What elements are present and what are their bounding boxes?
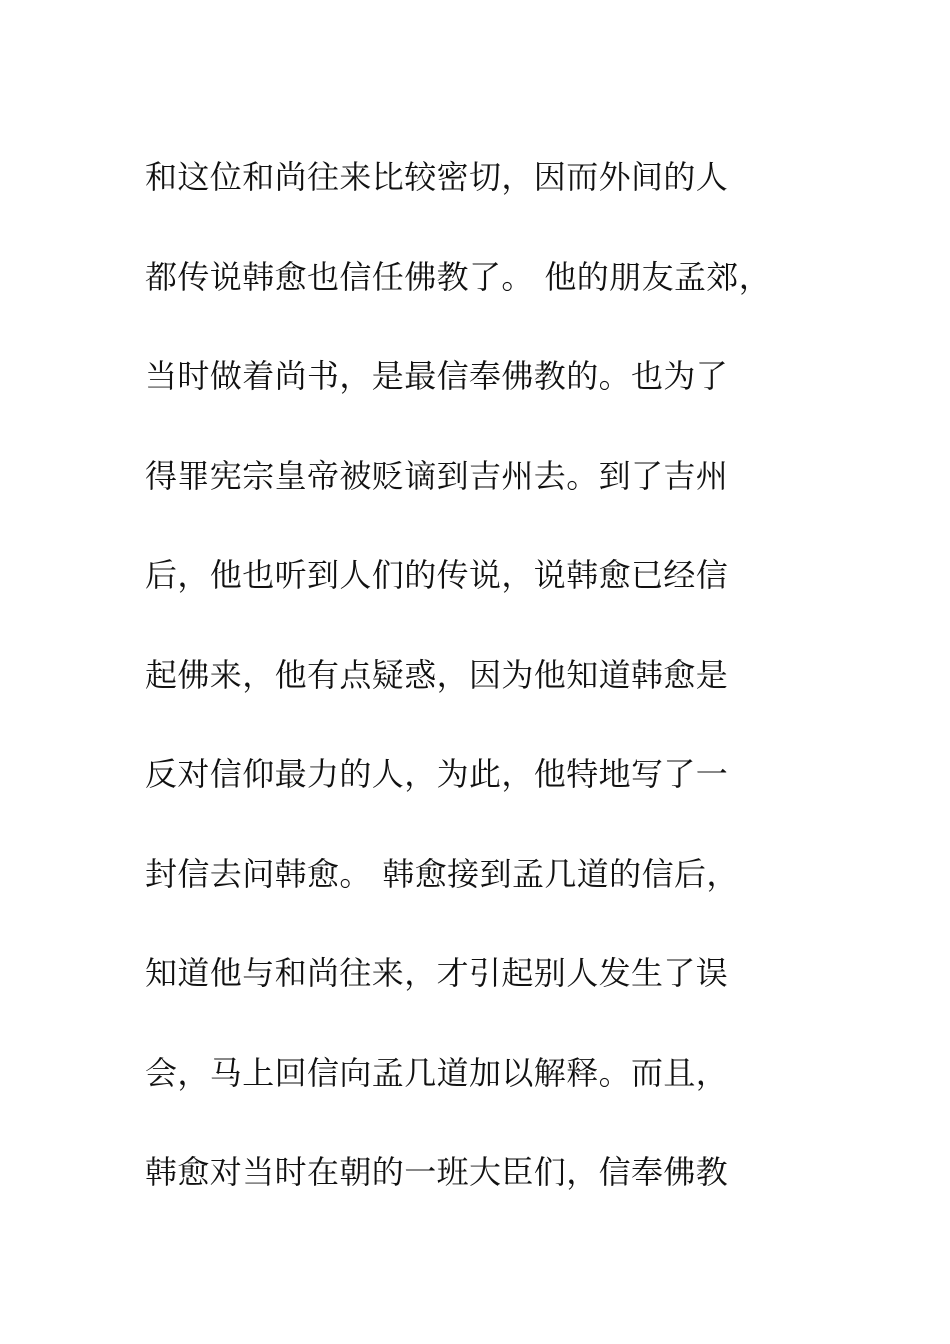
body-text <box>145 128 845 1223</box>
text-line: 韩愈对当时在朝的一班大臣们，信奉佛教 <box>145 1153 729 1191</box>
text-line: 知道他与和尚往来，才引起别人发生了误 <box>145 954 729 992</box>
text-line: 当时做着尚书，是最信奉佛教的。也为了 <box>145 357 729 395</box>
text-line: 会，马上回信向孟几道加以解释。而且， <box>145 1053 729 1092</box>
text-line: 和这位和尚往来比较密切，因而外间的人 <box>145 158 729 196</box>
text-line: 得罪宪宗皇帝被贬谪到吉州去。到了吉州 <box>145 456 729 495</box>
text-line: 封信去问韩愈。 韩愈接到孟几道的信后， <box>145 854 739 893</box>
text-line: 起佛来，他有点疑惑，因为他知道韩愈是 <box>145 655 729 694</box>
text-line: 都传说韩愈也信任佛教了。 他的朋友孟郊， <box>145 257 772 296</box>
text-line: 反对信仰最力的人，为此，他特地写了一 <box>145 755 729 793</box>
text-line: 后，他也听到人们的传说，说韩愈已经信 <box>145 556 729 594</box>
